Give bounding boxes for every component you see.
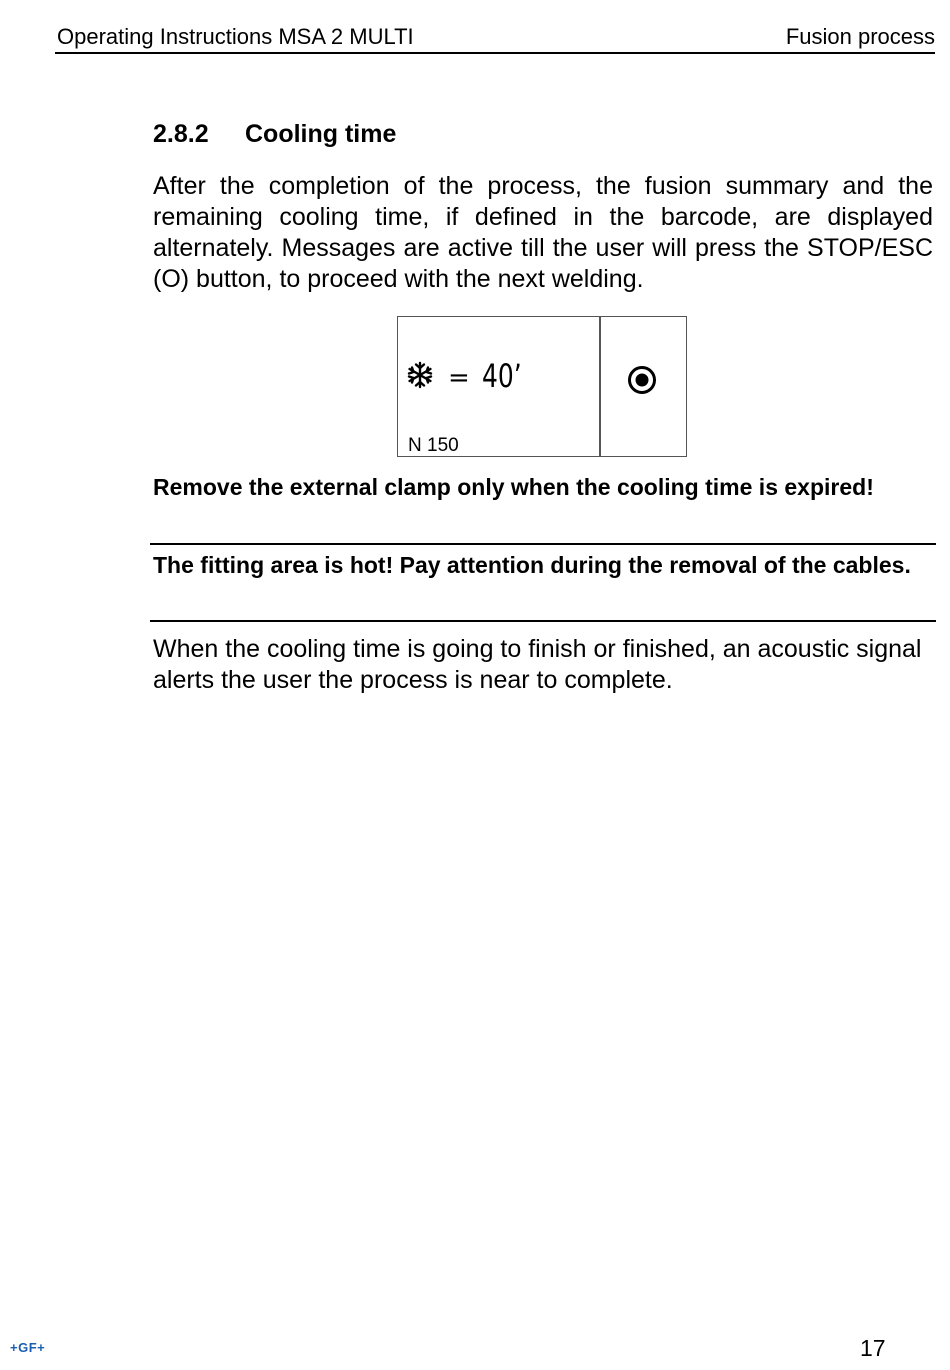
section-number: 2.8.2 [153,120,209,148]
gf-logo: +GF+ [10,1340,46,1355]
section-heading [153,120,396,149]
section-title: Cooling time [245,120,397,148]
cooling-time-value: 40’ [482,357,522,395]
divider-line [150,543,936,545]
equals-sign: = [448,363,470,393]
warning-hot-area: The fitting area is hot! Pay attention during the removal of the cables. [153,552,911,578]
device-display-screen [397,316,687,457]
chapter-title: Fusion process [785,24,935,49]
page-header [55,24,935,54]
fitting-code: N 150 [408,435,459,456]
divider-line [150,620,936,622]
radio-selected-icon [627,365,657,395]
intro-paragraph: After the completion of the process, the fusion summary and the remaining cooling time, if defined in the barcode, are displayed alternately. Messages are active till the user will press the STOP/ESC (O) button, to proceed with the next welding. [153,172,933,293]
document-title: Operating Instructions MSA 2 MULTI [57,24,414,49]
acoustic-signal-paragraph: When the cooling time is going to finish or finished, an acoustic signal alerts the user the process is near to complete. [153,635,922,694]
snowflake-icon [406,361,434,389]
display-divider [599,317,601,456]
page-number: 17 [860,1335,886,1361]
warning-clamp: Remove the external clamp only when the cooling time is expired! [153,474,874,500]
